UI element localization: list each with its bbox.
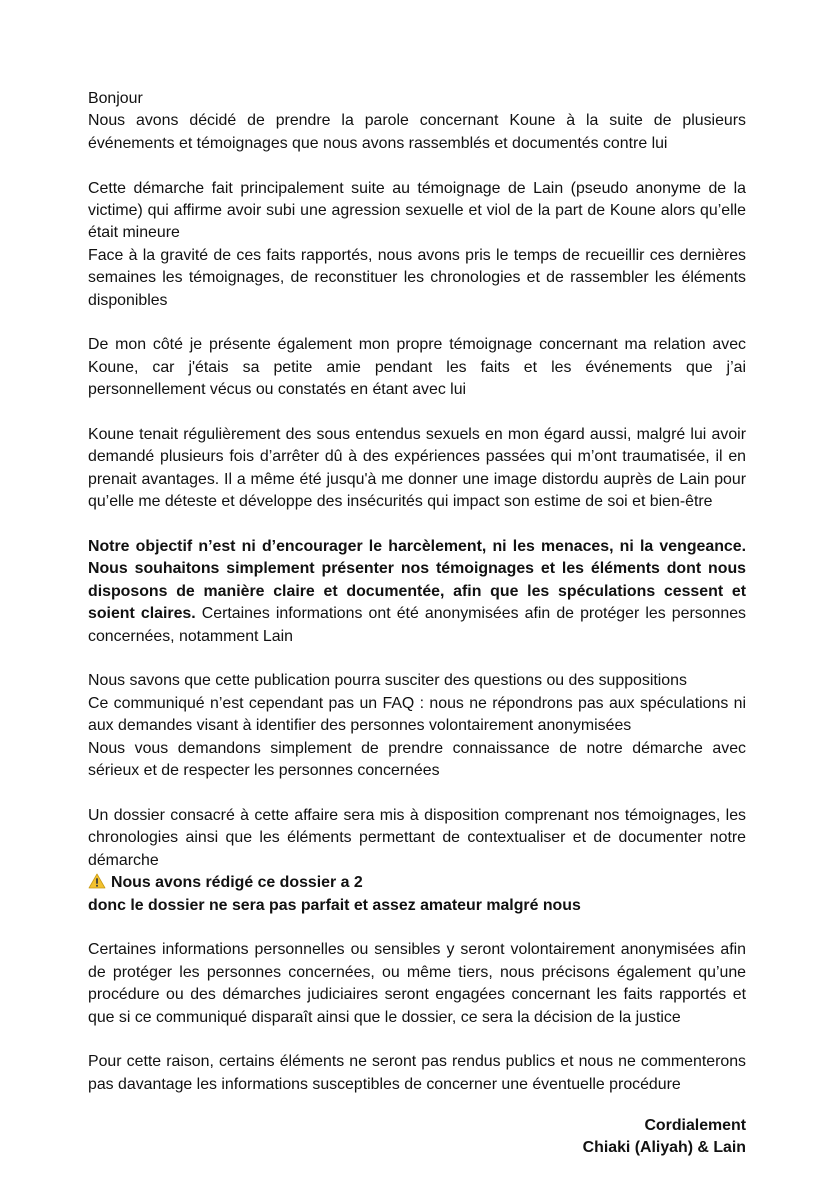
text-line: Ce communiqué n’est cependant pas un FAQ : nous ne répondrons pas aux spéculations ni xyxy=(88,694,746,712)
text-line: prenait avantages. Il a même été jusqu'à me donner une image distordu auprès de Lain pour xyxy=(88,470,746,488)
warning-line xyxy=(88,872,746,894)
text-line: procédure ou des démarches judiciaires seront engagées concernant les faits rapportés et xyxy=(88,986,746,1004)
paragraph-objective xyxy=(88,536,746,648)
warning-icon xyxy=(88,873,106,889)
text-line: Nous vous demandons simplement de prendre connaissance de notre démarche avec xyxy=(88,739,746,757)
bold-text-line: disposons de manière claire et documentée, afin que les spéculations cessent et xyxy=(88,582,746,600)
paragraph-context xyxy=(88,178,746,312)
text-line: était mineure xyxy=(88,224,180,242)
text-line: chronologies ainsi que les éléments permettant de contextualiser et de documenter notre xyxy=(88,829,746,847)
paragraph-dossier xyxy=(88,805,746,917)
warning-text: Nous avons rédigé ce dossier a 2 xyxy=(111,874,363,892)
text-line: Koune, car j'étais sa petite amie pendant les faits et les événements que j’ai xyxy=(88,358,746,376)
text-line: aux demandes visant à identifier des personnes volontairement anonymisées xyxy=(88,717,632,735)
text-line: concernées, notamment Lain xyxy=(88,627,293,645)
document-body xyxy=(88,88,746,1119)
signature-block xyxy=(583,1115,746,1160)
text-line: pas davantage les informations susceptibles de concerner une éventuelle procédure xyxy=(88,1075,681,1093)
text-line: disponibles xyxy=(88,291,168,309)
text-line: personnellement vécus ou constatés en étant avec lui xyxy=(88,381,467,399)
text-line: sérieux et de respecter les personnes concernées xyxy=(88,762,440,780)
text-line: Nous savons que cette publication pourra susciter des questions ou des suppositions xyxy=(88,672,687,690)
text-line: victime) qui affirme avoir subi une agression sexuelle et viol de la part de Koune alors qu’elle xyxy=(88,202,746,220)
paragraph-personal-testimony xyxy=(88,334,746,401)
bold-fragment: soient claires. xyxy=(88,605,196,623)
paragraph-faq-notice xyxy=(88,670,746,782)
text-line: démarche xyxy=(88,851,159,869)
signature-names: Chiaki (Aliyah) & Lain xyxy=(582,1139,746,1157)
text-line: De mon côté je présente également mon propre témoignage concernant ma relation avec xyxy=(88,336,746,354)
mixed-text-line xyxy=(88,603,746,625)
paragraph-behavior xyxy=(88,424,746,514)
text-line: Nous avons décidé de prendre la parole concernant Koune à la suite de plusieurs xyxy=(88,112,746,130)
text-line: qu’elle me déteste et développe des insécurités qui impact son estime de soi et bien-être xyxy=(88,493,713,511)
text-fragment: Certaines informations ont été anonymisées afin de protéger les personnes xyxy=(195,605,746,623)
text-line: semaines les témoignages, de reconstituer les chronologies et de rassembler les éléments xyxy=(88,269,746,287)
text-line: Face à la gravité de ces faits rapportés, nous avons pris le temps de recueillir ces dernières xyxy=(88,246,746,264)
paragraph-anonymization xyxy=(88,939,746,1029)
warning-text: donc le dossier ne sera pas parfait et assez amateur malgré nous xyxy=(88,896,581,914)
paragraph-procedure xyxy=(88,1051,746,1096)
text-line: Cette démarche fait principalement suite au témoignage de Lain (pseudo anonyme de la xyxy=(88,179,746,197)
text-line: Certaines informations personnelles ou sensibles y seront volontairement anonymisées afin xyxy=(88,941,746,959)
greeting: Bonjour xyxy=(88,90,143,107)
text-line: Koune tenait régulièrement des sous entendus sexuels en mon égard aussi, malgré lui avoir xyxy=(88,426,746,444)
text-line: demandé plusieurs fois d’arrêter dû à des expériences passées qui m’ont traumatisée, il en xyxy=(88,448,746,466)
text-line: Pour cette raison, certains éléments ne seront pas rendus publics et nous ne commenterons xyxy=(88,1053,746,1071)
bold-text-line: Notre objectif n’est ni d’encourager le harcèlement, ni les menaces, ni la vengeance. xyxy=(88,538,746,556)
bold-text-line: Nous souhaitons simplement présenter nos témoignages et les éléments dont nous xyxy=(88,560,746,578)
text-line: Un dossier consacré à cette affaire sera mis à disposition comprenant nos témoignages, les xyxy=(88,806,746,824)
text-line: événements et témoignages que nous avons rassemblés et documentés contre lui xyxy=(88,134,668,152)
closing-text: Cordialement xyxy=(644,1117,746,1134)
text-line: de protéger les personnes concernées, ou même tiers, nous précisons également qu’une xyxy=(88,963,746,981)
paragraph-intro xyxy=(88,88,746,155)
text-line: que si ce communiqué disparaît ainsi que le dossier, ce sera la décision de la justice xyxy=(88,1008,681,1026)
